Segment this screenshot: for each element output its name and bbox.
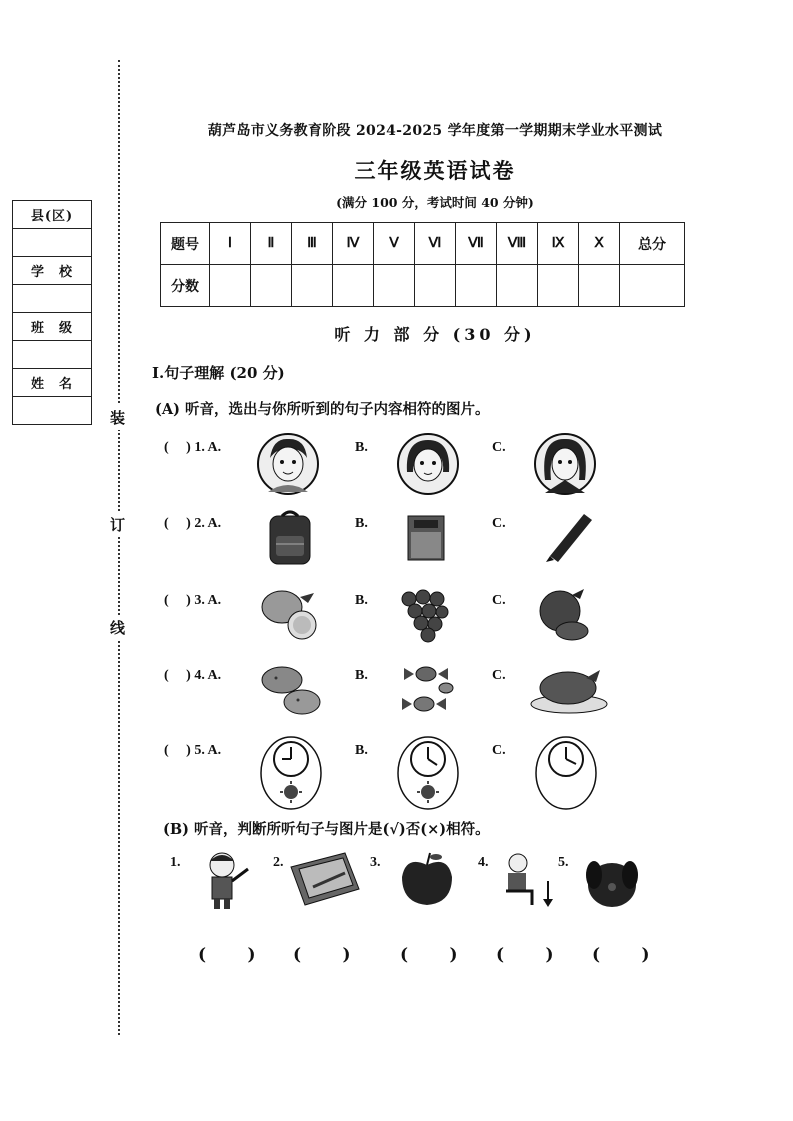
score-cell[interactable] (292, 265, 333, 307)
potato-icon (258, 660, 326, 720)
item-number: 2. (273, 855, 284, 870)
question-row (150, 508, 650, 578)
exam-header: 葫芦岛市义务教育阶段 2024-2025 学年度第一学期期末学业水平测试 (207, 123, 663, 139)
option-c-label: C. (492, 440, 506, 455)
waving-boy-icon (198, 849, 256, 911)
candy-icon (396, 660, 462, 720)
table-header-cell: 总分 (620, 223, 685, 265)
score-cell[interactable] (251, 265, 292, 307)
question-row (150, 735, 650, 805)
option-b-label: B. (355, 743, 368, 758)
score-cell[interactable] (538, 265, 579, 307)
table-row (161, 223, 685, 265)
question-number[interactable]: ( ) 4. A. (164, 668, 222, 683)
school-label: 学 校 (13, 257, 91, 285)
school-field[interactable] (13, 285, 91, 313)
score-cell[interactable] (333, 265, 374, 307)
score-cell[interactable] (210, 265, 251, 307)
county-label: 县(区) (13, 201, 91, 229)
score-cell[interactable] (374, 265, 415, 307)
table-row (161, 265, 685, 307)
sitting-boy-icon (492, 851, 558, 913)
score-table (160, 222, 685, 307)
part-b-instructions: (B) 听音，判断所听句子与图片是(√)否(×)相符。 (163, 821, 490, 838)
binding-char: 订 (110, 512, 125, 537)
woman-face-icon (530, 432, 600, 496)
table-header-cell: Ⅵ (415, 223, 456, 265)
question-row (150, 660, 650, 730)
section-title: Ⅰ.句子理解 (20 分) (152, 364, 285, 382)
answer-blank[interactable]: ( ) (198, 945, 256, 965)
item-number: 3. (370, 855, 381, 870)
table-header-cell: Ⅰ (210, 223, 251, 265)
table-header-cell: Ⅹ (579, 223, 620, 265)
grapes-icon (395, 585, 455, 643)
option-c-label: C. (492, 743, 506, 758)
table-header-cell: Ⅴ (374, 223, 415, 265)
option-c-label: C. (492, 593, 506, 608)
orange-icon (532, 585, 598, 643)
class-label: 班 级 (13, 313, 91, 341)
answer-blank[interactable]: ( ) (400, 945, 458, 965)
score-cell[interactable] (497, 265, 538, 307)
question-row (150, 585, 650, 655)
clock-sun-icon (395, 735, 461, 811)
pencil-sharpener-icon (402, 510, 450, 565)
score-cell[interactable] (415, 265, 456, 307)
option-c-label: C. (492, 516, 506, 531)
clock-moon-icon (533, 735, 599, 811)
option-b-label: B. (355, 440, 368, 455)
pencil-case-icon (287, 849, 363, 911)
roast-chicken-icon (528, 660, 610, 716)
page-title: 三年级英语试卷 (354, 158, 516, 183)
option-b-label: B. (355, 593, 368, 608)
question-number[interactable]: ( ) 1. A. (164, 440, 222, 455)
name-field[interactable] (13, 397, 91, 424)
table-header-cell: Ⅲ (292, 223, 333, 265)
question-row (150, 432, 650, 502)
name-label: 姓 名 (13, 369, 91, 397)
table-header-cell: Ⅸ (538, 223, 579, 265)
binding-char: 装 (110, 405, 125, 430)
class-field[interactable] (13, 341, 91, 369)
table-header-cell: Ⅱ (251, 223, 292, 265)
boy-face-icon (253, 432, 323, 496)
score-cell[interactable] (579, 265, 620, 307)
answer-blank[interactable]: ( ) (496, 945, 554, 965)
option-b-label: B. (355, 516, 368, 531)
question-number[interactable]: ( ) 5. A. (164, 743, 222, 758)
table-cell: 分数 (161, 265, 210, 307)
apple-icon (396, 851, 458, 909)
exam-subtitle: (满分 100 分，考试时间 40 分钟) (336, 195, 534, 210)
table-header-cell: 题号 (161, 223, 210, 265)
score-cell[interactable] (620, 265, 685, 307)
option-c-label: C. (492, 668, 506, 683)
girl-face-icon (393, 432, 463, 496)
table-header-cell: Ⅷ (497, 223, 538, 265)
backpack-icon (262, 508, 317, 568)
item-number: 1. (170, 855, 181, 870)
score-cell[interactable] (456, 265, 497, 307)
binding-char: 线 (110, 615, 125, 640)
option-b-label: B. (355, 668, 368, 683)
question-number[interactable]: ( ) 2. A. (164, 516, 222, 531)
item-number: 4. (478, 855, 489, 870)
answer-blank[interactable]: ( ) (592, 945, 650, 965)
part-a-instructions: (A) 听音，选出与你所听到的句子内容相符的图片。 (155, 401, 490, 418)
table-header-cell: Ⅶ (456, 223, 497, 265)
question-number[interactable]: ( ) 3. A. (164, 593, 222, 608)
item-number: 5. (558, 855, 569, 870)
lemon-icon (258, 585, 326, 643)
county-field[interactable] (13, 229, 91, 257)
binding-dotted-line (118, 60, 120, 1035)
student-info-box (12, 200, 92, 425)
listening-section-title: 听 力 部 分 (30 分) (334, 325, 536, 344)
pen-icon (542, 508, 597, 563)
answer-blank[interactable]: ( ) (293, 945, 351, 965)
table-header-cell: Ⅳ (333, 223, 374, 265)
dog-icon (578, 851, 644, 913)
clock-sun-icon (258, 735, 324, 811)
